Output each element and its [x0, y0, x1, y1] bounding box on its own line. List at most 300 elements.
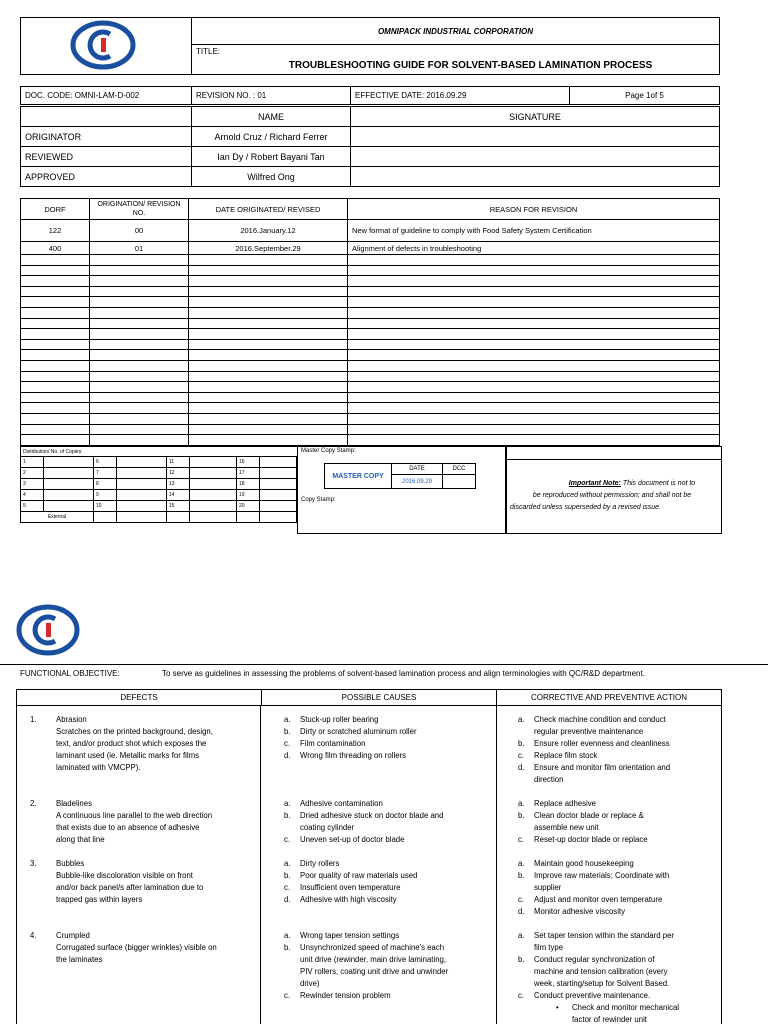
cause-text: Rewinder tension problem — [300, 991, 391, 1000]
rev-empty-cell — [348, 350, 720, 361]
rev-empty-cell — [21, 339, 90, 350]
action-line — [518, 822, 718, 834]
action-group — [518, 798, 718, 846]
action-text: Set taper tension within the standard per — [534, 931, 674, 940]
defect-body — [56, 714, 260, 774]
action-marker: • — [556, 1003, 559, 1012]
action-line — [518, 858, 718, 870]
rev-empty-cell — [90, 255, 189, 266]
rev-empty-cell — [90, 392, 189, 403]
cause-marker: b. — [284, 871, 291, 880]
action-text: Conduct regular synchronization of — [534, 955, 655, 964]
action-line — [518, 990, 718, 1002]
rev-empty-cell — [189, 307, 348, 318]
action-group — [518, 714, 718, 786]
defect-number: 1. — [30, 715, 37, 724]
action-text: Ensure and monitor film orientation and — [534, 763, 671, 772]
dist-number: 17 — [237, 468, 260, 479]
important-note-label: Important Note: — [568, 480, 621, 487]
rev-empty-cell — [189, 350, 348, 361]
rev-empty-cell — [21, 329, 90, 340]
rev-cell: 400 — [21, 242, 90, 255]
dist-number: 9 — [94, 490, 117, 501]
defect-title: Abrasion — [56, 715, 87, 724]
action-line — [518, 774, 718, 786]
rev-empty-row — [21, 255, 720, 266]
rev-empty-cell — [348, 339, 720, 350]
stamp-dcc-value — [442, 474, 476, 489]
action-line — [518, 978, 718, 990]
rev-empty-cell — [90, 339, 189, 350]
rev-cell: 2016.September.29 — [189, 242, 348, 255]
defect-desc-line: A continuous line parallel to the web direction — [56, 811, 213, 820]
cause-text: PIV rollers, coating unit drive and unwinder — [300, 967, 449, 976]
action-text: Clean doctor blade or replace & — [534, 811, 644, 820]
action-text: machine and tension calibration (every — [534, 967, 668, 976]
cause-group — [284, 930, 496, 1002]
notice-line-2: be reproduced without permission; and shall not be — [532, 492, 692, 499]
action-text: Maintain good housekeeping — [534, 859, 634, 868]
rev-empty-row — [21, 382, 720, 393]
rev-cell: 2016.January.12 — [189, 220, 348, 242]
rev-empty-cell — [21, 318, 90, 329]
action-marker: b. — [518, 871, 525, 880]
action-text: direction — [534, 775, 564, 784]
rev-empty-cell — [348, 360, 720, 371]
cause-text: coating cylinder — [300, 823, 355, 832]
title-label: TITLE: — [196, 47, 221, 56]
cause-group — [284, 714, 496, 762]
rev-empty-row — [21, 435, 720, 446]
action-text: Conduct preventive maintenance. — [534, 991, 651, 1000]
action-line — [518, 714, 718, 726]
rev-empty-cell — [21, 424, 90, 435]
action-line — [518, 834, 718, 846]
rev-empty-cell — [189, 265, 348, 276]
rev-header-date: DATE ORIGINATED/ REVISED — [189, 199, 348, 220]
cause-line — [284, 870, 496, 882]
defect-desc-line: and/or back panel/s after lamination due to — [56, 883, 204, 892]
action-text: Replace film stock — [534, 751, 598, 760]
master-copy-stamp-label: Master Copy Stamp: — [301, 448, 356, 454]
rev-empty-row — [21, 413, 720, 424]
rev-empty-cell — [90, 307, 189, 318]
rev-empty-cell — [348, 297, 720, 308]
defect-body — [56, 858, 260, 906]
rev-empty-cell — [90, 413, 189, 424]
cause-marker: a. — [284, 931, 291, 940]
approvals-table — [20, 106, 720, 187]
cause-marker: a. — [284, 715, 291, 724]
rev-empty-cell — [189, 255, 348, 266]
cause-text: Poor quality of raw materials used — [300, 871, 418, 880]
action-marker: b. — [518, 811, 525, 820]
cause-marker: b. — [284, 943, 291, 952]
cause-marker: d. — [284, 751, 291, 760]
cause-text: drive) — [300, 979, 320, 988]
rev-empty-cell — [348, 276, 720, 287]
rev-empty-cell — [21, 276, 90, 287]
rev-empty-cell — [21, 403, 90, 414]
rev-empty-cell — [348, 265, 720, 276]
revision-history-table — [20, 198, 720, 446]
rev-empty-cell — [348, 329, 720, 340]
rev-empty-cell — [348, 403, 720, 414]
defect-desc-line: Corrugated surface (bigger wrinkles) visible on — [56, 943, 217, 952]
rev-empty-cell — [21, 286, 90, 297]
action-marker: c. — [518, 991, 525, 1000]
rev-empty-cell — [348, 307, 720, 318]
role-approved: APPROVED — [21, 167, 192, 187]
effective-date: EFFECTIVE DATE: 2016.09.29 — [351, 87, 570, 105]
page2-top-rule — [0, 664, 768, 665]
master-copy-label-cell — [324, 463, 392, 489]
rev-empty-cell — [189, 403, 348, 414]
col-header-defects: DEFECTS — [17, 690, 262, 706]
action-marker: b. — [518, 955, 525, 964]
col-header-actions: CORRECTIVE AND PREVENTIVE ACTION — [497, 690, 722, 706]
action-marker: a. — [518, 799, 525, 808]
rev-empty-cell — [189, 297, 348, 308]
rev-empty-cell — [90, 329, 189, 340]
cause-marker: a. — [284, 799, 291, 808]
dist-number: 12 — [167, 468, 190, 479]
action-marker: b. — [518, 739, 525, 748]
cause-text: Wrong film threading on rollers — [300, 751, 407, 760]
dist-number: 16 — [237, 457, 260, 468]
name-header: NAME — [192, 107, 351, 127]
rev-cell: 122 — [21, 220, 90, 242]
rev-cell: 00 — [90, 220, 189, 242]
company-logo-page2 — [16, 604, 80, 656]
rev-empty-cell — [189, 371, 348, 382]
defect-title: Bladelines — [56, 799, 92, 808]
rev-empty-cell — [189, 276, 348, 287]
rev-empty-cell — [21, 382, 90, 393]
dist-number: 11 — [167, 457, 190, 468]
name-approved: Wilfred Ong — [192, 167, 351, 187]
rev-empty-row — [21, 403, 720, 414]
action-line — [518, 954, 718, 966]
col-divider — [16, 705, 17, 1024]
notice-line-3: discarded unless superseded by a revised issue. — [510, 504, 661, 511]
cause-line — [284, 822, 496, 834]
cause-text: Dried adhesive stuck on doctor blade and — [300, 811, 444, 820]
cause-marker: d. — [284, 895, 291, 904]
cause-line — [284, 882, 496, 894]
cause-marker: c. — [284, 739, 291, 748]
rev-empty-cell — [189, 318, 348, 329]
rev-header-revno: ORIGINATION/ REVISION NO. — [90, 199, 189, 220]
cause-text: Wrong taper tension settings — [300, 931, 400, 940]
rev-empty-row — [21, 424, 720, 435]
cause-text: Adhesive contamination — [300, 799, 383, 808]
action-marker: d. — [518, 763, 525, 772]
action-line — [518, 882, 718, 894]
rev-empty-cell — [189, 392, 348, 403]
cause-text: Uneven set-up of doctor blade — [300, 835, 405, 844]
rev-empty-cell — [189, 286, 348, 297]
master-copy-label: MASTER COPY — [332, 473, 384, 480]
rev-empty-cell — [348, 286, 720, 297]
cause-text: Dirty or scratched aluminum roller — [300, 727, 417, 736]
dist-number: 13 — [167, 479, 190, 490]
action-marker: c. — [518, 835, 525, 844]
distribution-label: Distribution/ No. of Copies: — [21, 447, 297, 457]
defect-title: Crumpled — [56, 931, 90, 940]
defect-desc-line: text, and/or product shot which exposes the — [56, 739, 207, 748]
rev-empty-cell — [189, 382, 348, 393]
action-marker: a. — [518, 859, 525, 868]
dist-number: 4 — [21, 490, 44, 501]
cause-line — [284, 834, 496, 846]
distribution-table — [20, 446, 297, 523]
role-originator: ORIGINATOR — [21, 127, 192, 147]
stamp-date-value-text: 2016.09.29 — [401, 479, 433, 485]
dist-number: 10 — [94, 501, 117, 512]
cause-line — [284, 978, 496, 990]
action-line — [518, 870, 718, 882]
name-reviewed: Ian Dy / Robert Bayani Tan — [192, 147, 351, 167]
dist-number: 19 — [237, 490, 260, 501]
cause-marker: a. — [284, 859, 291, 868]
action-line — [518, 966, 718, 978]
rev-empty-cell — [348, 371, 720, 382]
rev-empty-row — [21, 286, 720, 297]
rev-empty-cell — [189, 435, 348, 446]
name-originator: Arnold Cruz / Richard Ferrer — [192, 127, 351, 147]
col-divider — [260, 705, 261, 1024]
cause-marker: c. — [284, 883, 291, 892]
notice-line-1: This document is not to — [620, 480, 696, 487]
dist-number: 18 — [237, 479, 260, 490]
rev-empty-cell — [90, 360, 189, 371]
rev-empty-row — [21, 329, 720, 340]
dist-number: 1 — [21, 457, 44, 468]
action-line — [518, 798, 718, 810]
action-text: Improve raw materials; Coordinate with — [534, 871, 670, 880]
cause-text: Film contamination — [300, 739, 366, 748]
rev-empty-row — [21, 392, 720, 403]
action-text: assemble new unit — [534, 823, 599, 832]
dist-number: 14 — [167, 490, 190, 501]
rev-empty-cell — [348, 435, 720, 446]
rev-empty-row — [21, 307, 720, 318]
col-divider — [496, 705, 497, 1024]
action-line — [518, 1002, 718, 1014]
action-group — [518, 930, 718, 1026]
rev-empty-cell — [90, 276, 189, 287]
cause-line — [284, 894, 496, 906]
cause-line — [284, 990, 496, 1002]
rev-empty-cell — [348, 382, 720, 393]
dist-number: 6 — [94, 457, 117, 468]
rev-empty-cell — [21, 350, 90, 361]
cause-line — [284, 930, 496, 942]
action-line — [518, 762, 718, 774]
action-line — [518, 810, 718, 822]
action-marker: a. — [518, 931, 525, 940]
action-line — [518, 906, 718, 918]
action-text: Monitor adhesive viscosity — [534, 907, 626, 916]
company-name: OMNIPACK INDUSTRIAL CORPORATION — [192, 18, 720, 45]
copy-stamp-label: Copy Stamp: — [301, 497, 336, 503]
cause-line — [284, 942, 496, 954]
rev-empty-row — [21, 339, 720, 350]
rev-empty-cell — [189, 413, 348, 424]
cause-group — [284, 858, 496, 906]
defect-desc-line: laminant used (ie. Metallic marks for films — [56, 751, 199, 760]
dist-external: External — [21, 512, 94, 523]
defect-number: 3. — [30, 859, 37, 868]
header-table — [20, 17, 720, 75]
rev-empty-row — [21, 265, 720, 276]
rev-empty-cell — [21, 255, 90, 266]
rev-empty-cell — [90, 297, 189, 308]
cause-line — [284, 738, 496, 750]
cause-line — [284, 966, 496, 978]
action-line — [518, 738, 718, 750]
revision-no: REVISION NO. : 01 — [192, 87, 351, 105]
cause-text: unit drive (rewinder, main drive laminating, — [300, 955, 447, 964]
cause-marker: b. — [284, 727, 291, 736]
doc-code: DOC. CODE: OMNI-LAM-D-002 — [21, 87, 192, 105]
master-copy-stamp-box — [297, 446, 507, 534]
action-text: Check and monitor mechanical — [572, 1003, 680, 1012]
cause-text: Unsynchronized speed of machine's each — [300, 943, 445, 952]
action-marker: d. — [518, 907, 525, 916]
functional-objective-text: To serve as guidelines in assessing the problems of solvent-based lamination process and align terminologies with QC/R&D department. — [162, 669, 645, 678]
dist-number: 20 — [237, 501, 260, 512]
logo-cell — [21, 18, 192, 75]
defect-body — [56, 798, 260, 846]
cause-marker: c. — [284, 835, 291, 844]
action-line — [518, 726, 718, 738]
action-marker: c. — [518, 895, 525, 904]
action-text: week, starting/setup for Solvent Based. — [534, 979, 670, 988]
defect-desc-line: Bubble-like discoloration visible on front — [56, 871, 193, 880]
action-text: regular preventive maintenance — [534, 727, 644, 736]
action-line — [518, 1014, 718, 1026]
action-line — [518, 750, 718, 762]
rev-empty-cell — [90, 318, 189, 329]
doc-info-row — [20, 86, 720, 105]
cause-line — [284, 954, 496, 966]
important-note — [506, 478, 718, 514]
cause-text: Insufficient oven temperature — [300, 883, 401, 892]
action-line — [518, 930, 718, 942]
action-line — [518, 942, 718, 954]
action-text: Reset-up doctor blade or replace — [534, 835, 648, 844]
action-text: supplier — [534, 883, 562, 892]
defect-number: 2. — [30, 799, 37, 808]
rev-empty-row — [21, 350, 720, 361]
cause-line — [284, 726, 496, 738]
rev-empty-cell — [90, 350, 189, 361]
rev-empty-cell — [189, 360, 348, 371]
rev-empty-cell — [90, 382, 189, 393]
rev-empty-row — [21, 371, 720, 382]
defect-desc-line: along that line — [56, 835, 105, 844]
rev-header-reason: REASON FOR REVISION — [348, 199, 720, 220]
dist-number: 5 — [21, 501, 44, 512]
defect-desc-line: the laminates — [56, 955, 103, 964]
defect-body — [56, 930, 260, 966]
rev-empty-cell — [21, 297, 90, 308]
rev-cell: Alignment of defects in troubleshooting — [348, 242, 720, 255]
dist-number: 2 — [21, 468, 44, 479]
action-text: Check machine condition and conduct — [534, 715, 666, 724]
document-title: TROUBLESHOOTING GUIDE FOR SOLVENT-BASED LAMINATION PROCESS — [288, 60, 653, 71]
rev-empty-cell — [21, 307, 90, 318]
defect-title: Bubbles — [56, 859, 85, 868]
dist-number: 8 — [94, 479, 117, 490]
rev-empty-cell — [348, 392, 720, 403]
rev-header-dorf: DORF — [21, 199, 90, 220]
rev-empty-cell — [348, 255, 720, 266]
functional-objective-label: FUNCTIONAL OBJECTIVE: — [20, 669, 120, 678]
stamp-date-text: DATE — [409, 466, 425, 472]
rev-empty-row — [21, 276, 720, 287]
rev-cell: New format of guideline to comply with Food Safety System Certification — [348, 220, 720, 242]
action-line — [518, 894, 718, 906]
rev-empty-cell — [90, 265, 189, 276]
action-text: Replace adhesive — [534, 799, 596, 808]
page-number: Page 1of 5 — [570, 87, 720, 105]
defect-desc-line: laminated with VMCPP). — [56, 763, 141, 772]
rev-empty-cell — [21, 360, 90, 371]
defect-desc-line: trapped gas within layers — [56, 895, 143, 904]
dist-number: 15 — [167, 501, 190, 512]
cause-text: Dirty rollers — [300, 859, 340, 868]
signature-header: SIGNATURE — [351, 107, 720, 127]
rev-empty-row — [21, 360, 720, 371]
defect-desc-line: that exists due to an absence of adhesive — [56, 823, 200, 832]
cause-line — [284, 750, 496, 762]
cause-line — [284, 798, 496, 810]
title-cell — [192, 45, 720, 75]
rev-empty-cell — [348, 318, 720, 329]
cause-group — [284, 798, 496, 846]
rev-empty-cell — [21, 392, 90, 403]
defects-table — [16, 689, 722, 706]
signature-originator — [351, 127, 720, 147]
notice-header-row — [505, 446, 722, 460]
action-group — [518, 858, 718, 918]
action-text: film type — [534, 943, 564, 952]
rev-empty-cell — [348, 424, 720, 435]
action-marker: c. — [518, 751, 525, 760]
rev-empty-cell — [21, 435, 90, 446]
cause-text: Stuck-up roller bearing — [300, 715, 379, 724]
cause-marker: b. — [284, 811, 291, 820]
col-divider — [721, 705, 722, 1024]
cause-text: Adhesive with high viscosity — [300, 895, 397, 904]
rev-empty-cell — [90, 424, 189, 435]
role-reviewed: REVIEWED — [21, 147, 192, 167]
signature-reviewed — [351, 147, 720, 167]
action-text: Adjust and monitor oven temperature — [534, 895, 663, 904]
rev-empty-row — [21, 297, 720, 308]
action-text: Ensure roller evenness and cleanliness — [534, 739, 670, 748]
rev-empty-cell — [189, 339, 348, 350]
cause-line — [284, 810, 496, 822]
cause-line — [284, 714, 496, 726]
signature-approved — [351, 167, 720, 187]
dist-number: 3 — [21, 479, 44, 490]
rev-empty-cell — [90, 286, 189, 297]
dist-number: 7 — [94, 468, 117, 479]
